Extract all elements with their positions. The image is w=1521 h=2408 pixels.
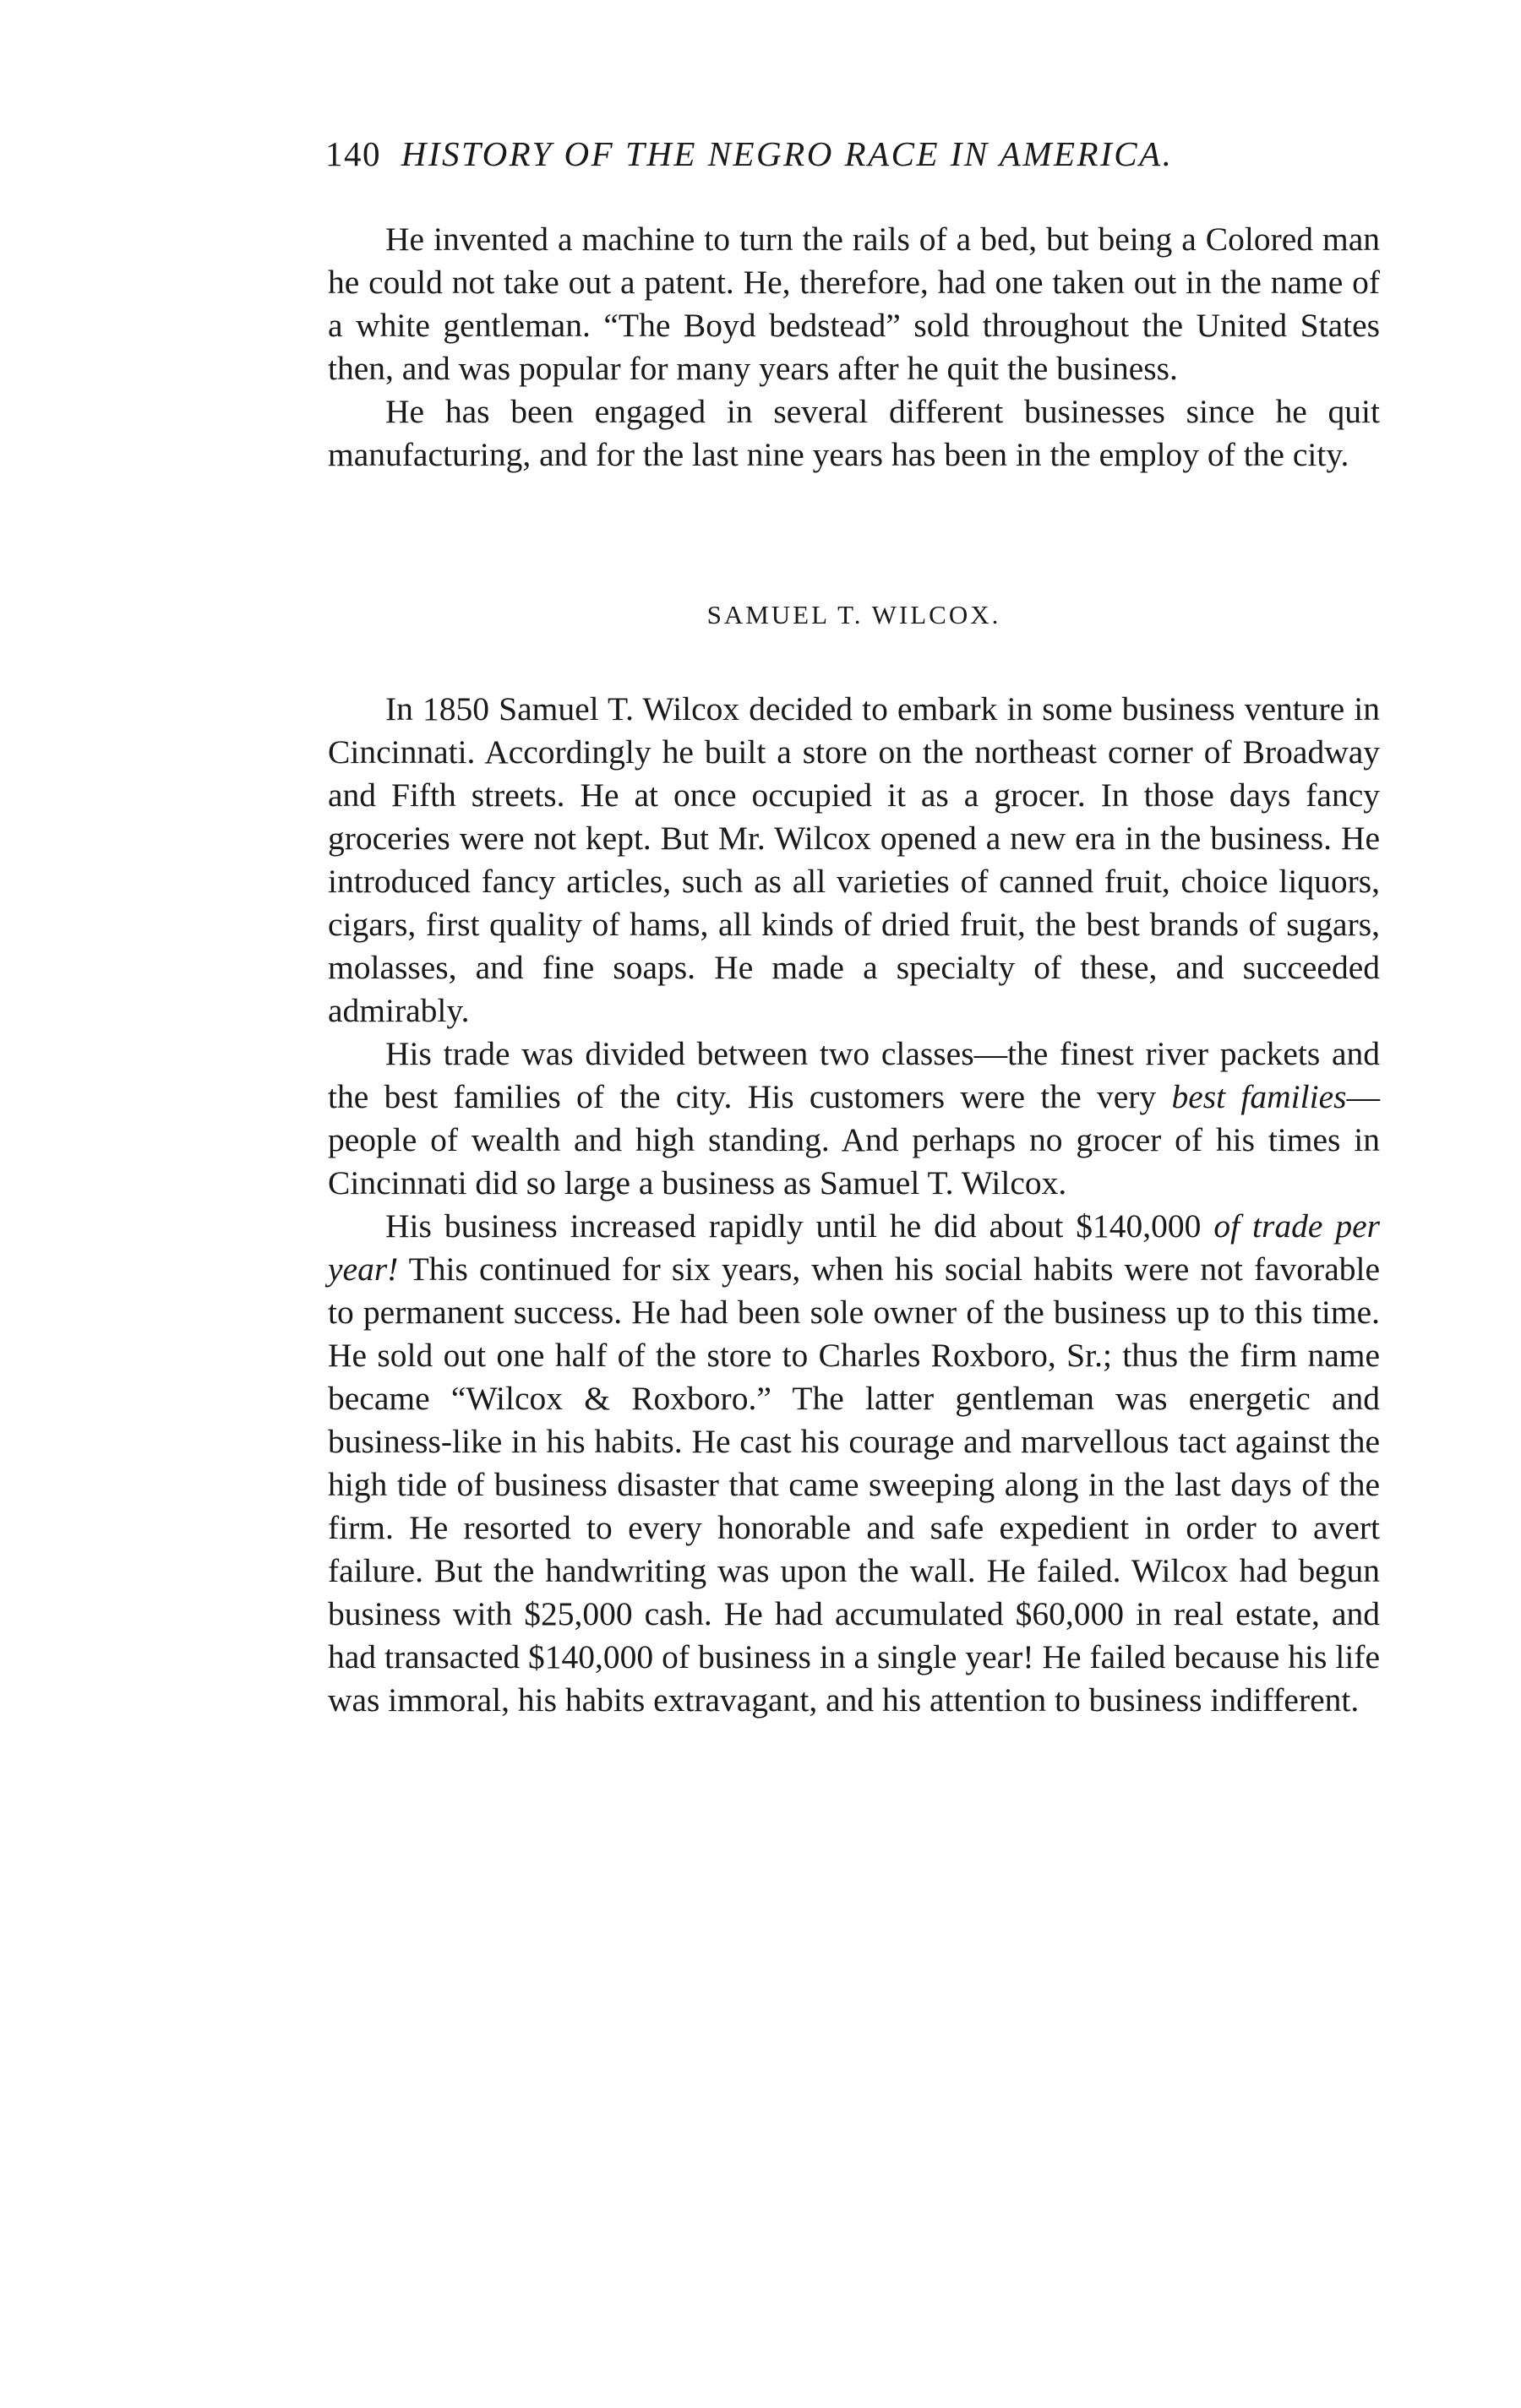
paragraph-store-founding: In 1850 Samuel T. Wilcox decided to embark in some business venture in Cincinnati. Accordingly he built a store on the northeast corner of Broadway and Fifth streets. He at once occupied it as a grocer. In those days fancy groceries were not kept. But Mr. Wilcox opened a new era in the business. He introduced fancy articles, such as all varieties of canned fruit, choice liquors, cigars, first quality of hams, all kinds of dried fruit, the best brands of sugars, molasses, and fine soaps. He made a specialty of these, and succeeded admirably. (328, 690, 1380, 1029)
paragraph-boyd-bedstead: He invented a machine to turn the rails of a bed, but being a Colored man he could not take out a patent. He, therefore, had one taken out in the name of a white gentleman. “The Boyd bedstead” sold throughout the United States then, and was popular for many years after he quit the business. (328, 221, 1380, 387)
intro-text-block (328, 218, 1380, 477)
section-heading: SAMUEL T. WILCOX. (706, 600, 1001, 629)
text-run: His trade was divided between two classes—the finest river packets and the best families of the city. His customers were the very (328, 1035, 1380, 1115)
paragraph-business-failure (328, 1205, 1380, 1722)
paragraph-later-career: He has been engaged in several different businesses since he quit manufacturing, and for the last nine years has been in the employ of the city. (328, 393, 1380, 473)
text-run: His business increased rapidly until he did about $140,000 (385, 1207, 1214, 1245)
page-number: 140 (325, 134, 381, 173)
paragraph-trade-classes (328, 1032, 1380, 1205)
text-run: This continued for six years, when his social habits were not favorable to permanent success. He had been sole owner of the business up to this time. He sold out one half of the store to Charles Roxboro, Sr.; thus the firm name became “Wilcox & Roxboro.” The latter gentleman was energetic and business-like in his habits. He cast his courage and marvellous tact against the high tide of business disaster that came sweeping along in the last days of the firm. He resorted to every honorable and safe expedient in order to avert failure. But the handwriting was upon the wall. He failed. Wilcox had begun business with $25,000 cash. He had accumulated $60,000 in real estate, and had transacted $140,000 of business in a single year! He failed because his life was immoral, his habits extravagant, and his attention to business indifferent. (328, 1250, 1380, 1719)
text-run: —people of wealth and high standing. And perhaps no grocer of his times in Cincinnati did so large a business as Samuel T. Wilcox. (328, 1078, 1380, 1201)
emphasis-text: best families (1171, 1078, 1347, 1115)
running-header (325, 133, 1322, 174)
running-title: HISTORY OF THE NEGRO RACE IN AMERICA. (401, 134, 1174, 173)
wilcox-text-block (328, 688, 1380, 1722)
emphasis-text: of trade per year! (328, 1207, 1380, 1288)
